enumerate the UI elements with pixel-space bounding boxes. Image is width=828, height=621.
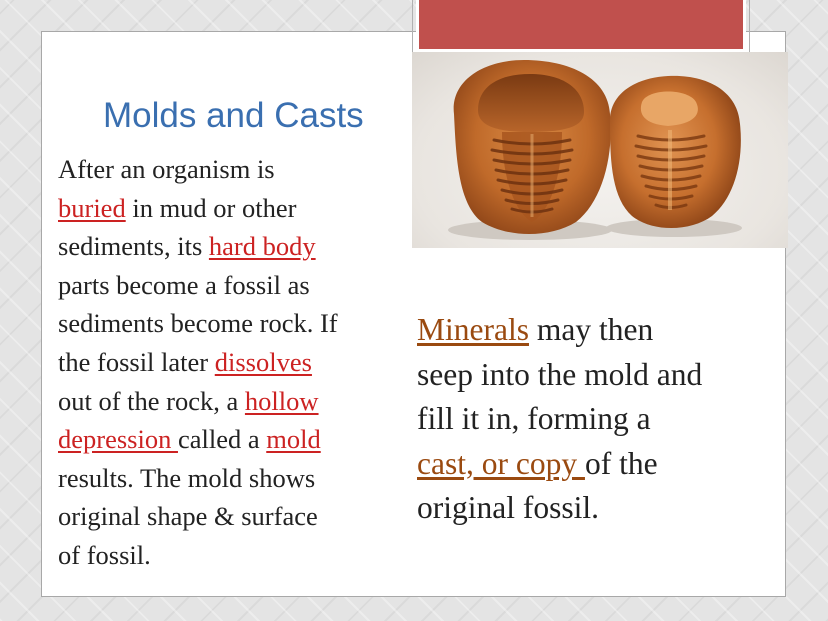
right-paragraph — [417, 308, 767, 531]
left-text: out of the rock, a — [58, 385, 245, 416]
left-line-10 — [58, 497, 408, 536]
left-text: original shape & surface — [58, 501, 318, 532]
left-text: After an organism is — [58, 154, 275, 184]
left-text: called a — [177, 424, 267, 455]
right-text: of the — [584, 445, 658, 481]
left-line-7 — [58, 382, 408, 421]
left-line-3 — [58, 227, 408, 266]
right-text: original fossil. — [417, 490, 599, 525]
left-text: parts become a fossil as — [58, 269, 310, 300]
left-line-2 — [58, 189, 408, 228]
left-line-6 — [58, 343, 408, 382]
accent-bar — [416, 0, 746, 52]
left-line-5 — [58, 304, 408, 343]
term-hollow[interactable]: hollow — [244, 385, 319, 416]
right-text: fill it in, forming a — [417, 401, 651, 436]
left-line-1 — [58, 150, 408, 189]
term-minerals[interactable]: Minerals — [417, 312, 529, 347]
mold-fossil — [454, 60, 611, 234]
left-text: in mud or other — [125, 192, 297, 223]
term-buried[interactable]: buried — [58, 192, 126, 223]
slide-title: Molds and Casts — [103, 96, 364, 135]
right-line-2 — [417, 353, 767, 398]
left-text: of fossil. — [58, 539, 151, 570]
trilobite-fossils-graphic — [412, 52, 788, 248]
right-line-1 — [417, 308, 767, 353]
term-cast-or-copy[interactable]: cast, or copy — [417, 445, 585, 481]
right-line-4 — [417, 442, 767, 487]
term-hard-body[interactable]: hard body — [208, 231, 316, 262]
right-text: may then — [528, 312, 654, 347]
right-line-3 — [417, 397, 767, 442]
left-text: sediments become rock. If — [58, 308, 338, 339]
term-mold[interactable]: mold — [266, 424, 321, 455]
term-depression[interactable]: depression — [58, 424, 178, 455]
left-line-8 — [58, 420, 408, 459]
left-text: results. The mold shows — [58, 462, 316, 493]
left-paragraph — [58, 150, 408, 575]
cast-fossil — [610, 76, 741, 228]
left-line-4 — [58, 266, 408, 305]
fossil-photo — [412, 52, 788, 248]
left-line-11 — [58, 536, 408, 575]
left-text: sediments, its — [58, 231, 209, 262]
right-text: seep into the mold and — [417, 356, 703, 392]
right-line-5 — [417, 486, 767, 531]
left-line-9 — [58, 459, 408, 498]
left-text: the fossil later — [58, 346, 215, 377]
term-dissolves[interactable]: dissolves — [214, 346, 312, 377]
